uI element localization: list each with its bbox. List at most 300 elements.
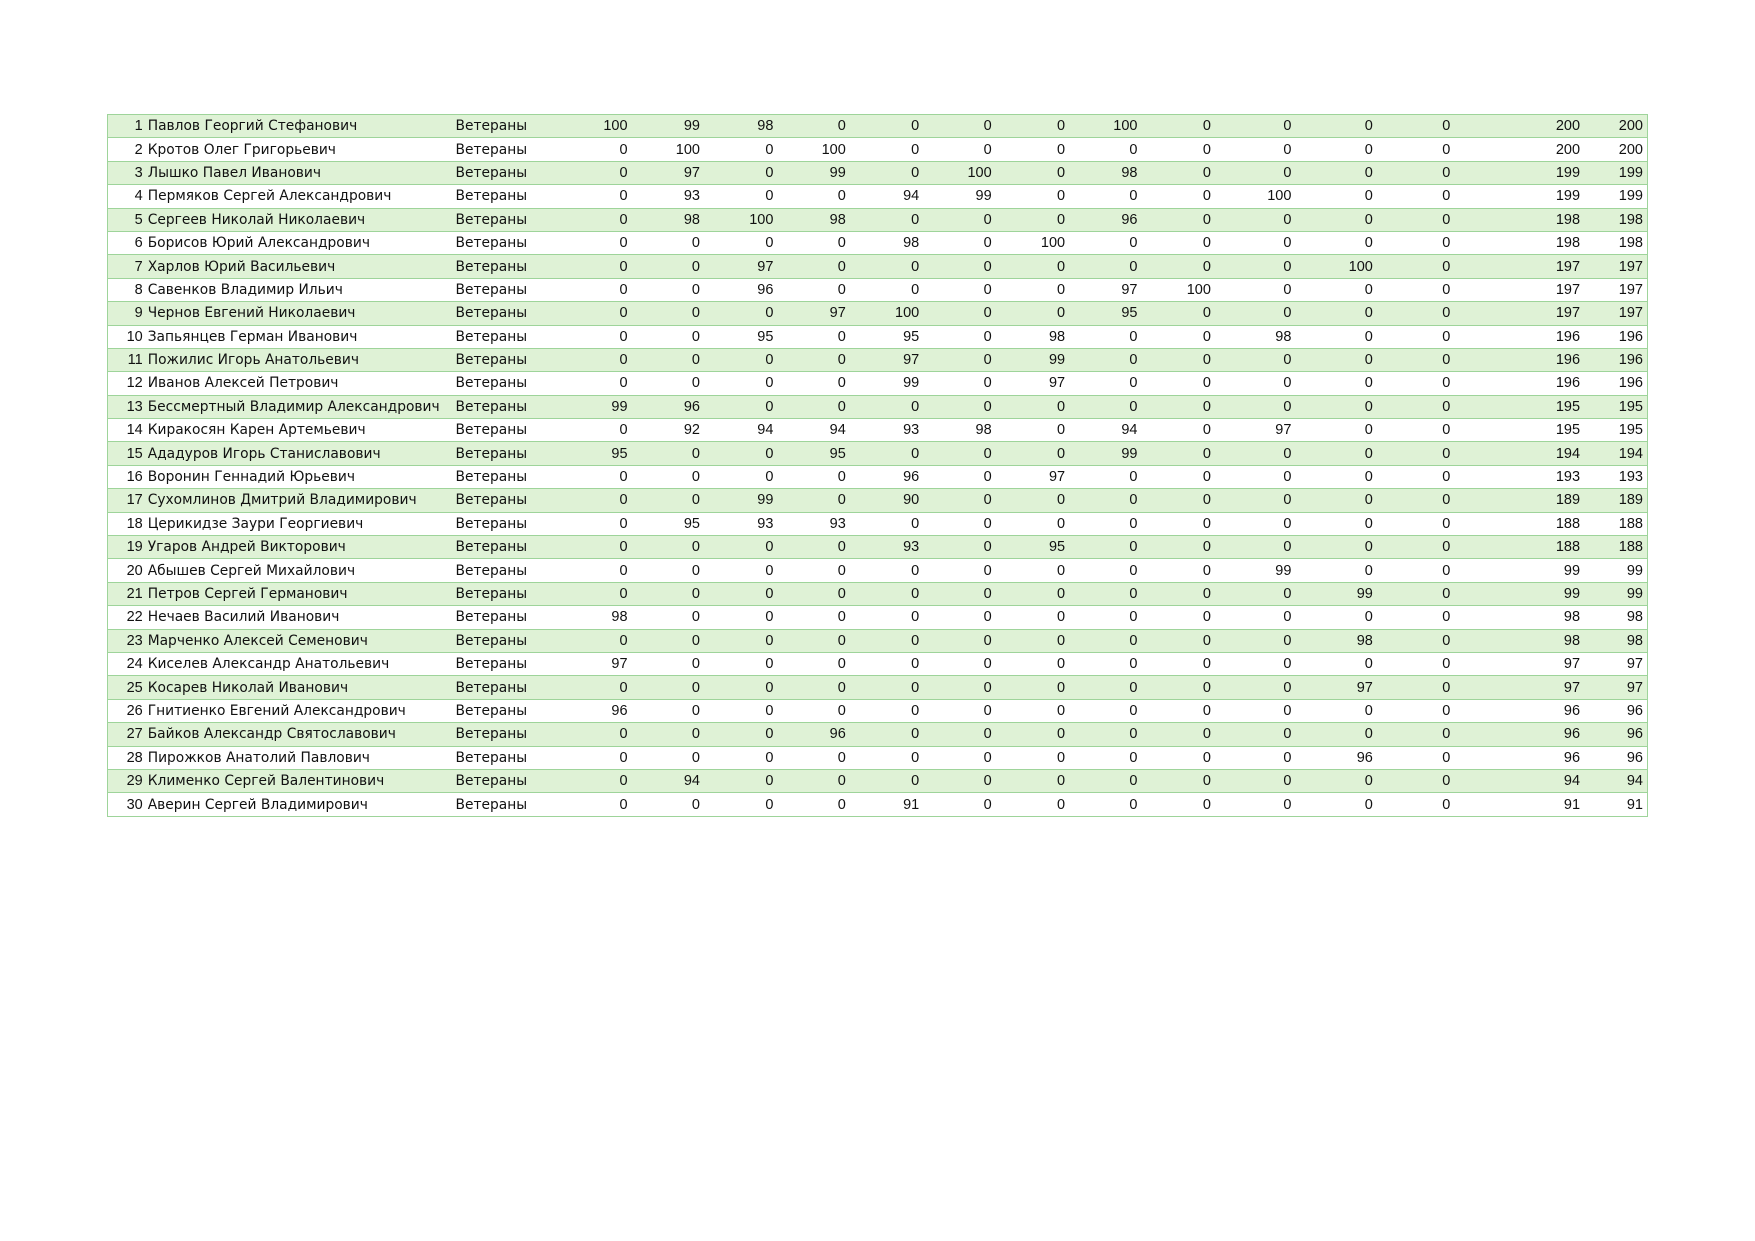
stage-score-cell: 93 (850, 419, 923, 442)
stage-score-cell: 0 (1215, 652, 1295, 675)
stage-score-cell: 0 (1295, 185, 1376, 208)
table-row (108, 723, 1648, 746)
group-cell: Ветераны (456, 395, 559, 418)
stage-score-cell: 0 (1377, 723, 1454, 746)
stage-score-cell: 0 (632, 746, 704, 769)
stage-score-cell: 0 (1142, 161, 1215, 184)
athlete-name-cell: Кротов Олег Григорьевич (143, 138, 456, 161)
stage-score-cell: 0 (777, 793, 849, 816)
stage-score-cell: 0 (1142, 746, 1215, 769)
table-row (108, 138, 1648, 161)
stage-score-cell: 0 (1142, 442, 1215, 465)
stage-score-cell: 0 (558, 302, 631, 325)
stage-score-cell: 95 (996, 536, 1069, 559)
stage-score-cell: 0 (704, 559, 777, 582)
stage-score-cell: 0 (558, 231, 631, 254)
stage-score-cell: 0 (850, 723, 923, 746)
stage-score-cell: 0 (923, 395, 995, 418)
total-cell: 196 (1584, 372, 1647, 395)
group-cell: Ветераны (456, 606, 559, 629)
stage-score-cell: 0 (923, 536, 995, 559)
group-cell: Ветераны (456, 699, 559, 722)
group-cell: Ветераны (456, 793, 559, 816)
stage-score-cell: 94 (777, 419, 849, 442)
stage-score-cell: 0 (1142, 325, 1215, 348)
stage-score-cell: 0 (1377, 161, 1454, 184)
stage-score-cell: 0 (1069, 723, 1141, 746)
group-cell: Ветераны (456, 652, 559, 675)
group-cell: Ветераны (456, 769, 559, 792)
stage-score-cell: 0 (704, 372, 777, 395)
sum-cell: 99 (1454, 582, 1584, 605)
sum-cell: 200 (1454, 138, 1584, 161)
stage-score-cell: 0 (923, 465, 995, 488)
stage-score-cell: 0 (1069, 185, 1141, 208)
stage-score-cell: 0 (777, 325, 849, 348)
stage-score-cell: 0 (1295, 536, 1376, 559)
sum-cell: 98 (1454, 606, 1584, 629)
stage-score-cell: 91 (850, 793, 923, 816)
table-row (108, 769, 1648, 792)
stage-score-cell: 0 (1377, 536, 1454, 559)
stage-score-cell: 0 (850, 629, 923, 652)
stage-score-cell: 0 (996, 582, 1069, 605)
table-row (108, 372, 1648, 395)
stage-score-cell: 0 (923, 582, 995, 605)
stage-score-cell: 0 (1295, 723, 1376, 746)
stage-score-cell: 0 (996, 606, 1069, 629)
group-cell: Ветераны (456, 723, 559, 746)
stage-score-cell: 0 (1377, 208, 1454, 231)
stage-score-cell: 0 (1069, 793, 1141, 816)
stage-score-cell: 99 (1215, 559, 1295, 582)
table-row (108, 302, 1648, 325)
stage-score-cell: 0 (558, 348, 631, 371)
stage-score-cell: 0 (632, 582, 704, 605)
athlete-name-cell: Гнитиенко Евгений Александрович (143, 699, 456, 722)
group-cell: Ветераны (456, 629, 559, 652)
stage-score-cell: 0 (777, 536, 849, 559)
athlete-name-cell: Савенков Владимир Ильич (143, 278, 456, 301)
stage-score-cell: 0 (923, 138, 995, 161)
place-cell: 7 (108, 255, 143, 278)
sum-cell: 96 (1454, 699, 1584, 722)
stage-score-cell: 0 (1377, 278, 1454, 301)
stage-score-cell: 0 (704, 582, 777, 605)
stage-score-cell: 0 (1069, 699, 1141, 722)
athlete-name-cell: Ададуров Игорь Станиславович (143, 442, 456, 465)
table-row (108, 325, 1648, 348)
stage-score-cell: 0 (1069, 559, 1141, 582)
place-cell: 8 (108, 278, 143, 301)
stage-score-cell: 0 (1215, 372, 1295, 395)
stage-score-cell: 0 (704, 769, 777, 792)
stage-score-cell: 0 (923, 115, 995, 138)
sum-cell: 199 (1454, 185, 1584, 208)
stage-score-cell: 0 (1295, 208, 1376, 231)
place-cell: 9 (108, 302, 143, 325)
stage-score-cell: 0 (1215, 793, 1295, 816)
stage-score-cell: 0 (558, 255, 631, 278)
sum-cell: 195 (1454, 419, 1584, 442)
stage-score-cell: 0 (923, 208, 995, 231)
stage-score-cell: 0 (1377, 606, 1454, 629)
stage-score-cell: 95 (777, 442, 849, 465)
sum-cell: 198 (1454, 208, 1584, 231)
stage-score-cell: 0 (1377, 325, 1454, 348)
stage-score-cell: 0 (850, 769, 923, 792)
stage-score-cell: 97 (777, 302, 849, 325)
stage-score-cell: 0 (558, 161, 631, 184)
place-cell: 16 (108, 465, 143, 488)
stage-score-cell: 0 (1377, 652, 1454, 675)
stage-score-cell: 98 (996, 325, 1069, 348)
total-cell: 200 (1584, 138, 1647, 161)
stage-score-cell: 0 (1377, 465, 1454, 488)
place-cell: 15 (108, 442, 143, 465)
stage-score-cell: 0 (632, 536, 704, 559)
stage-score-cell: 98 (704, 115, 777, 138)
stage-score-cell: 0 (1142, 138, 1215, 161)
stage-score-cell: 0 (996, 161, 1069, 184)
stage-score-cell: 96 (632, 395, 704, 418)
stage-score-cell: 0 (632, 278, 704, 301)
stage-score-cell: 0 (558, 769, 631, 792)
stage-score-cell: 0 (850, 746, 923, 769)
stage-score-cell: 0 (558, 185, 631, 208)
group-cell: Ветераны (456, 442, 559, 465)
stage-score-cell: 96 (704, 278, 777, 301)
group-cell: Ветераны (456, 746, 559, 769)
total-cell: 197 (1584, 255, 1647, 278)
stage-score-cell: 0 (850, 582, 923, 605)
sum-cell: 188 (1454, 512, 1584, 535)
stage-score-cell: 0 (1295, 325, 1376, 348)
stage-score-cell: 0 (1295, 348, 1376, 371)
place-cell: 3 (108, 161, 143, 184)
table-row (108, 231, 1648, 254)
stage-score-cell: 0 (996, 793, 1069, 816)
stage-score-cell: 0 (777, 559, 849, 582)
table-row (108, 746, 1648, 769)
athlete-name-cell: Киселев Александр Анатольевич (143, 652, 456, 675)
stage-score-cell: 0 (1215, 699, 1295, 722)
stage-score-cell: 0 (632, 465, 704, 488)
stage-score-cell: 96 (850, 465, 923, 488)
place-cell: 10 (108, 325, 143, 348)
group-cell: Ветераны (456, 208, 559, 231)
place-cell: 14 (108, 419, 143, 442)
place-cell: 6 (108, 231, 143, 254)
stage-score-cell: 0 (1069, 395, 1141, 418)
stage-score-cell: 0 (996, 512, 1069, 535)
stage-score-cell: 0 (996, 208, 1069, 231)
stage-score-cell: 0 (1215, 302, 1295, 325)
table-row (108, 255, 1648, 278)
stage-score-cell: 0 (777, 699, 849, 722)
sum-cell: 198 (1454, 231, 1584, 254)
group-cell: Ветераны (456, 278, 559, 301)
stage-score-cell: 0 (1215, 746, 1295, 769)
stage-score-cell: 0 (632, 372, 704, 395)
place-cell: 27 (108, 723, 143, 746)
total-cell: 199 (1584, 161, 1647, 184)
sum-cell: 99 (1454, 559, 1584, 582)
stage-score-cell: 0 (558, 559, 631, 582)
athlete-name-cell: Байков Александр Святославович (143, 723, 456, 746)
place-cell: 12 (108, 372, 143, 395)
stage-score-cell: 0 (1215, 395, 1295, 418)
stage-score-cell: 0 (1295, 489, 1376, 512)
athlete-name-cell: Чернов Евгений Николаевич (143, 302, 456, 325)
stage-score-cell: 0 (996, 699, 1069, 722)
results-body (108, 115, 1648, 817)
total-cell: 188 (1584, 512, 1647, 535)
stage-score-cell: 97 (632, 161, 704, 184)
stage-score-cell: 0 (632, 629, 704, 652)
stage-score-cell: 0 (558, 278, 631, 301)
stage-score-cell: 0 (777, 115, 849, 138)
stage-score-cell: 0 (1295, 559, 1376, 582)
stage-score-cell: 0 (850, 255, 923, 278)
stage-score-cell: 0 (1215, 512, 1295, 535)
total-cell: 98 (1584, 629, 1647, 652)
stage-score-cell: 100 (558, 115, 631, 138)
stage-score-cell: 0 (1377, 676, 1454, 699)
stage-score-cell: 0 (1069, 652, 1141, 675)
stage-score-cell: 0 (1069, 536, 1141, 559)
place-cell: 19 (108, 536, 143, 559)
sum-cell: 97 (1454, 676, 1584, 699)
table-row (108, 559, 1648, 582)
stage-score-cell: 0 (1069, 606, 1141, 629)
total-cell: 96 (1584, 723, 1647, 746)
table-row (108, 606, 1648, 629)
stage-score-cell: 100 (1069, 115, 1141, 138)
stage-score-cell: 0 (777, 465, 849, 488)
place-cell: 1 (108, 115, 143, 138)
stage-score-cell: 0 (923, 348, 995, 371)
sum-cell: 196 (1454, 372, 1584, 395)
stage-score-cell: 0 (777, 278, 849, 301)
stage-score-cell: 0 (996, 185, 1069, 208)
stage-score-cell: 0 (1142, 185, 1215, 208)
stage-score-cell: 0 (1377, 138, 1454, 161)
athlete-name-cell: Петров Сергей Германович (143, 582, 456, 605)
total-cell: 96 (1584, 699, 1647, 722)
stage-score-cell: 0 (1142, 793, 1215, 816)
group-cell: Ветераны (456, 115, 559, 138)
stage-score-cell: 0 (704, 793, 777, 816)
stage-score-cell: 0 (1069, 231, 1141, 254)
stage-score-cell: 0 (1142, 582, 1215, 605)
place-cell: 13 (108, 395, 143, 418)
stage-score-cell: 0 (1069, 769, 1141, 792)
stage-score-cell: 0 (1377, 348, 1454, 371)
group-cell: Ветераны (456, 676, 559, 699)
stage-score-cell: 0 (1069, 489, 1141, 512)
stage-score-cell: 96 (1295, 746, 1376, 769)
stage-score-cell: 0 (850, 559, 923, 582)
stage-score-cell: 0 (923, 325, 995, 348)
athlete-name-cell: Сергеев Николай Николаевич (143, 208, 456, 231)
stage-score-cell: 0 (777, 629, 849, 652)
stage-score-cell: 0 (1295, 699, 1376, 722)
stage-score-cell: 0 (996, 629, 1069, 652)
stage-score-cell: 0 (1142, 769, 1215, 792)
athlete-name-cell: Нечаев Василий Иванович (143, 606, 456, 629)
place-cell: 11 (108, 348, 143, 371)
stage-score-cell: 100 (704, 208, 777, 231)
stage-score-cell: 93 (704, 512, 777, 535)
stage-score-cell: 0 (1377, 512, 1454, 535)
place-cell: 29 (108, 769, 143, 792)
group-cell: Ветераны (456, 348, 559, 371)
total-cell: 195 (1584, 419, 1647, 442)
stage-score-cell: 0 (1142, 231, 1215, 254)
total-cell: 194 (1584, 442, 1647, 465)
stage-score-cell: 0 (777, 676, 849, 699)
stage-score-cell: 0 (1142, 115, 1215, 138)
stage-score-cell: 0 (558, 536, 631, 559)
stage-score-cell: 0 (923, 302, 995, 325)
total-cell: 98 (1584, 606, 1647, 629)
stage-score-cell: 0 (777, 395, 849, 418)
stage-score-cell: 0 (850, 442, 923, 465)
stage-score-cell: 0 (1142, 723, 1215, 746)
stage-score-cell: 100 (923, 161, 995, 184)
total-cell: 198 (1584, 208, 1647, 231)
athlete-name-cell: Харлов Юрий Васильевич (143, 255, 456, 278)
stage-score-cell: 0 (1215, 606, 1295, 629)
stage-score-cell: 0 (1069, 629, 1141, 652)
stage-score-cell: 0 (1142, 302, 1215, 325)
table-row (108, 278, 1648, 301)
stage-score-cell: 0 (632, 489, 704, 512)
stage-score-cell: 100 (996, 231, 1069, 254)
table-row (108, 465, 1648, 488)
stage-score-cell: 0 (1069, 372, 1141, 395)
stage-score-cell: 98 (777, 208, 849, 231)
athlete-name-cell: Пирожков Анатолий Павлович (143, 746, 456, 769)
stage-score-cell: 95 (558, 442, 631, 465)
stage-score-cell: 0 (704, 699, 777, 722)
stage-score-cell: 0 (1142, 395, 1215, 418)
stage-score-cell: 0 (850, 278, 923, 301)
stage-score-cell: 0 (923, 746, 995, 769)
stage-score-cell: 0 (777, 372, 849, 395)
stage-score-cell: 0 (1215, 676, 1295, 699)
stage-score-cell: 0 (1215, 629, 1295, 652)
sum-cell: 97 (1454, 652, 1584, 675)
stage-score-cell: 0 (777, 489, 849, 512)
table-row (108, 348, 1648, 371)
stage-score-cell: 95 (850, 325, 923, 348)
sum-cell: 189 (1454, 489, 1584, 512)
stage-score-cell: 94 (704, 419, 777, 442)
stage-score-cell: 0 (1142, 676, 1215, 699)
stage-score-cell: 0 (1377, 419, 1454, 442)
place-cell: 26 (108, 699, 143, 722)
stage-score-cell: 0 (1377, 442, 1454, 465)
athlete-name-cell: Киракосян Карен Артемьевич (143, 419, 456, 442)
stage-score-cell: 100 (632, 138, 704, 161)
stage-score-cell: 0 (704, 676, 777, 699)
stage-score-cell: 0 (777, 746, 849, 769)
stage-score-cell: 0 (1069, 325, 1141, 348)
group-cell: Ветераны (456, 185, 559, 208)
stage-score-cell: 0 (1215, 723, 1295, 746)
stage-score-cell: 0 (1377, 489, 1454, 512)
stage-score-cell: 0 (1215, 465, 1295, 488)
stage-score-cell: 98 (632, 208, 704, 231)
stage-score-cell: 0 (850, 512, 923, 535)
athlete-name-cell: Запьянцев Герман Иванович (143, 325, 456, 348)
stage-score-cell: 0 (632, 652, 704, 675)
stage-score-cell: 0 (558, 676, 631, 699)
total-cell: 96 (1584, 746, 1647, 769)
group-cell: Ветераны (456, 138, 559, 161)
stage-score-cell: 0 (777, 606, 849, 629)
stage-score-cell: 97 (1295, 676, 1376, 699)
stage-score-cell: 0 (996, 395, 1069, 418)
stage-score-cell: 95 (704, 325, 777, 348)
stage-score-cell: 0 (923, 489, 995, 512)
stage-score-cell: 0 (777, 348, 849, 371)
stage-score-cell: 100 (850, 302, 923, 325)
place-cell: 21 (108, 582, 143, 605)
table-row (108, 208, 1648, 231)
place-cell: 25 (108, 676, 143, 699)
stage-score-cell: 0 (996, 769, 1069, 792)
stage-score-cell: 95 (632, 512, 704, 535)
stage-score-cell: 99 (704, 489, 777, 512)
stage-score-cell: 0 (996, 115, 1069, 138)
athlete-name-cell: Сухомлинов Дмитрий Владимирович (143, 489, 456, 512)
stage-score-cell: 0 (632, 699, 704, 722)
stage-score-cell: 0 (850, 652, 923, 675)
stage-score-cell: 0 (1377, 582, 1454, 605)
stage-score-cell: 0 (558, 723, 631, 746)
stage-score-cell: 0 (850, 606, 923, 629)
stage-score-cell: 0 (1069, 512, 1141, 535)
stage-score-cell: 0 (1295, 442, 1376, 465)
table-row (108, 582, 1648, 605)
stage-score-cell: 90 (850, 489, 923, 512)
place-cell: 24 (108, 652, 143, 675)
stage-score-cell: 0 (1377, 746, 1454, 769)
stage-score-cell: 100 (1295, 255, 1376, 278)
stage-score-cell: 0 (996, 442, 1069, 465)
stage-score-cell: 0 (704, 442, 777, 465)
stage-score-cell: 0 (923, 442, 995, 465)
total-cell: 188 (1584, 536, 1647, 559)
stage-score-cell: 0 (1142, 489, 1215, 512)
stage-score-cell: 93 (850, 536, 923, 559)
stage-score-cell: 0 (704, 652, 777, 675)
stage-score-cell: 0 (1295, 419, 1376, 442)
stage-score-cell: 93 (632, 185, 704, 208)
group-cell: Ветераны (456, 161, 559, 184)
stage-score-cell: 0 (1295, 769, 1376, 792)
stage-score-cell: 0 (1377, 372, 1454, 395)
sum-cell: 197 (1454, 278, 1584, 301)
stage-score-cell: 0 (996, 255, 1069, 278)
stage-score-cell: 0 (1215, 115, 1295, 138)
stage-score-cell: 0 (1069, 255, 1141, 278)
total-cell: 97 (1584, 652, 1647, 675)
stage-score-cell: 97 (850, 348, 923, 371)
